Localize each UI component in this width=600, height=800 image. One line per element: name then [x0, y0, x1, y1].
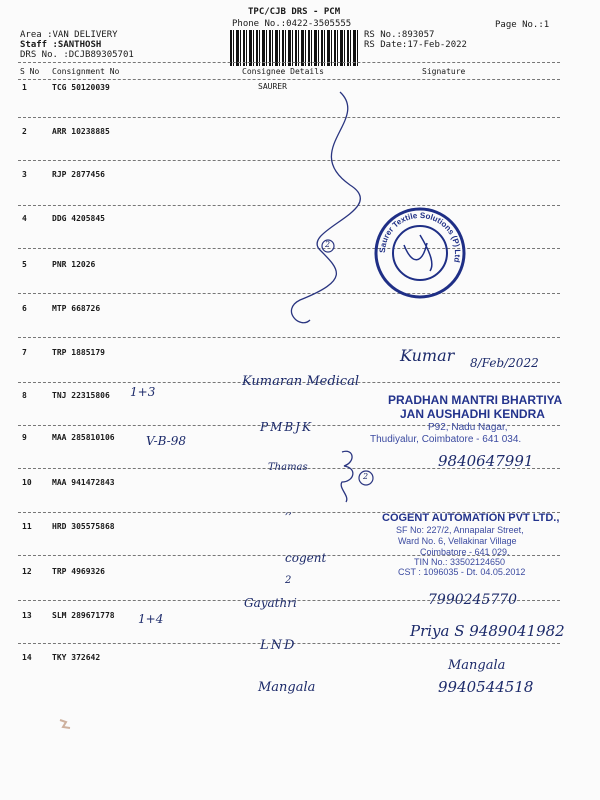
row13-consignee-name: Gayathri — [244, 596, 297, 610]
rs-date: RS Date:17-Feb-2022 — [364, 40, 467, 50]
column-consignee: Consignee Details — [242, 67, 324, 76]
row-consignment: ARR 10238885 — [52, 127, 110, 136]
row10-circle-number: 2 — [363, 472, 369, 481]
row14-consignee-name: LND — [260, 638, 297, 653]
row-sno: 12 — [22, 567, 32, 576]
row-consignment: MAA 941472843 — [52, 478, 115, 487]
rs-number: RS No.:893057 — [364, 30, 435, 40]
row-sno: 7 — [22, 348, 27, 357]
area-field: Area :VAN DELIVERY — [20, 30, 118, 40]
staff-field: Staff :SANTHOSH — [20, 40, 102, 50]
pmbjk-stamp-line2: JAN AUSHADHI KENDRA — [400, 407, 545, 421]
cogent-stamp-line6: CST : 1096035 - Dt. 04.05.2012 — [398, 567, 526, 577]
pmbjk-stamp-line1: PRADHAN MANTRI BHARTIYA — [388, 393, 563, 407]
row12-consignee-name: cogent — [285, 551, 327, 565]
column-sno: S No — [20, 67, 40, 76]
signature-date: 8/Feb/2022 — [470, 356, 539, 370]
page-number: Page No.:1 — [495, 20, 550, 30]
row-consignment: RJP 2877456 — [52, 170, 105, 179]
saurer-stamp — [372, 205, 468, 301]
row-consignment: MTP 668726 — [52, 304, 101, 313]
row-sno: 9 — [22, 433, 27, 442]
row-sno: 1 — [22, 83, 27, 92]
row-consignment: TCG 50120039 — [52, 83, 110, 92]
row-consignment: TRP 1885179 — [52, 348, 105, 357]
signature-phone-3: Priya S 9489041982 — [410, 622, 565, 640]
row8-note: 1+3 — [130, 385, 156, 399]
row12-count: 2 — [285, 575, 292, 586]
row-consignment: TNJ 22315806 — [52, 391, 110, 400]
row-sno: 8 — [22, 391, 27, 400]
row-sno: 11 — [22, 522, 32, 531]
row-consignment: TRP 4969326 — [52, 567, 105, 576]
row-sno: 6 — [22, 304, 27, 313]
row-sno: 2 — [22, 127, 27, 136]
row-sno: 14 — [22, 653, 32, 662]
row9-consignee-name: PMBJK — [260, 420, 313, 434]
row10-scribble — [334, 448, 384, 504]
pmbjk-stamp-line4: Thudiyalur, Coimbatore - 641 034. — [370, 434, 522, 445]
row-consignment: MAA 285810106 — [52, 433, 115, 442]
signature-phone-2: 7990245770 — [428, 592, 518, 608]
row-consignment: SLM 289671778 — [52, 611, 115, 620]
document-title: TPC/CJB DRS - PCM — [248, 7, 341, 17]
signature-name-mangala: Mangala — [448, 658, 506, 673]
row-consignee: SAURER — [258, 82, 287, 91]
row9-note: V-B-98 — [146, 434, 186, 448]
row-consignment: HRD 305575868 — [52, 522, 115, 531]
phone-number: Phone No.:0422-3505555 — [232, 19, 352, 29]
cogent-stamp-line3: Ward No. 6, Vellakinar Village — [398, 536, 517, 546]
row8-consignee-name: Kumaran Medical — [242, 374, 360, 389]
row-sno: 3 — [22, 170, 27, 179]
row-sno: 10 — [22, 478, 32, 487]
column-consignment: Consignment No — [52, 67, 120, 76]
row-consignment: TKY 372642 — [52, 653, 101, 662]
pmbjk-stamp-line3: P92, Nadu Nagar, — [428, 422, 508, 433]
cogent-stamp-line4: Coimbatore - 641 029. — [420, 547, 510, 557]
row10-consignee-name: Thamas — [268, 462, 308, 473]
row13-note: 1+4 — [138, 612, 164, 626]
row-sno: 5 — [22, 260, 27, 269]
signature-phone-4: 9940544518 — [438, 678, 534, 696]
signature-kumar: Kumar — [400, 346, 455, 365]
saurer-stamp-text: Saurer Textile Solutions (P) Ltd — [377, 210, 463, 264]
signature-phone-1: 9840647991 — [438, 452, 534, 470]
drs-number: DRS No. :DCJB89305701 — [20, 50, 134, 60]
cogent-stamp-line1: COGENT AUTOMATION PVT LTD., — [382, 512, 560, 524]
row-consignment: DDG 4205845 — [52, 214, 105, 223]
row-sno: 4 — [22, 214, 27, 223]
row14-signature: Mangala — [258, 680, 316, 695]
row-consignment: PNR 12026 — [52, 260, 96, 269]
arrow-mark: 2 — [325, 240, 331, 249]
cogent-stamp-line2: SF No: 227/2, Annapalar Street, — [396, 525, 524, 535]
row11-ditto-mark: ,, — [285, 504, 292, 517]
row-sno: 13 — [22, 611, 32, 620]
cogent-stamp-line5: TIN No.: 33502124650 — [414, 557, 506, 567]
column-signature: Signature — [422, 67, 466, 76]
